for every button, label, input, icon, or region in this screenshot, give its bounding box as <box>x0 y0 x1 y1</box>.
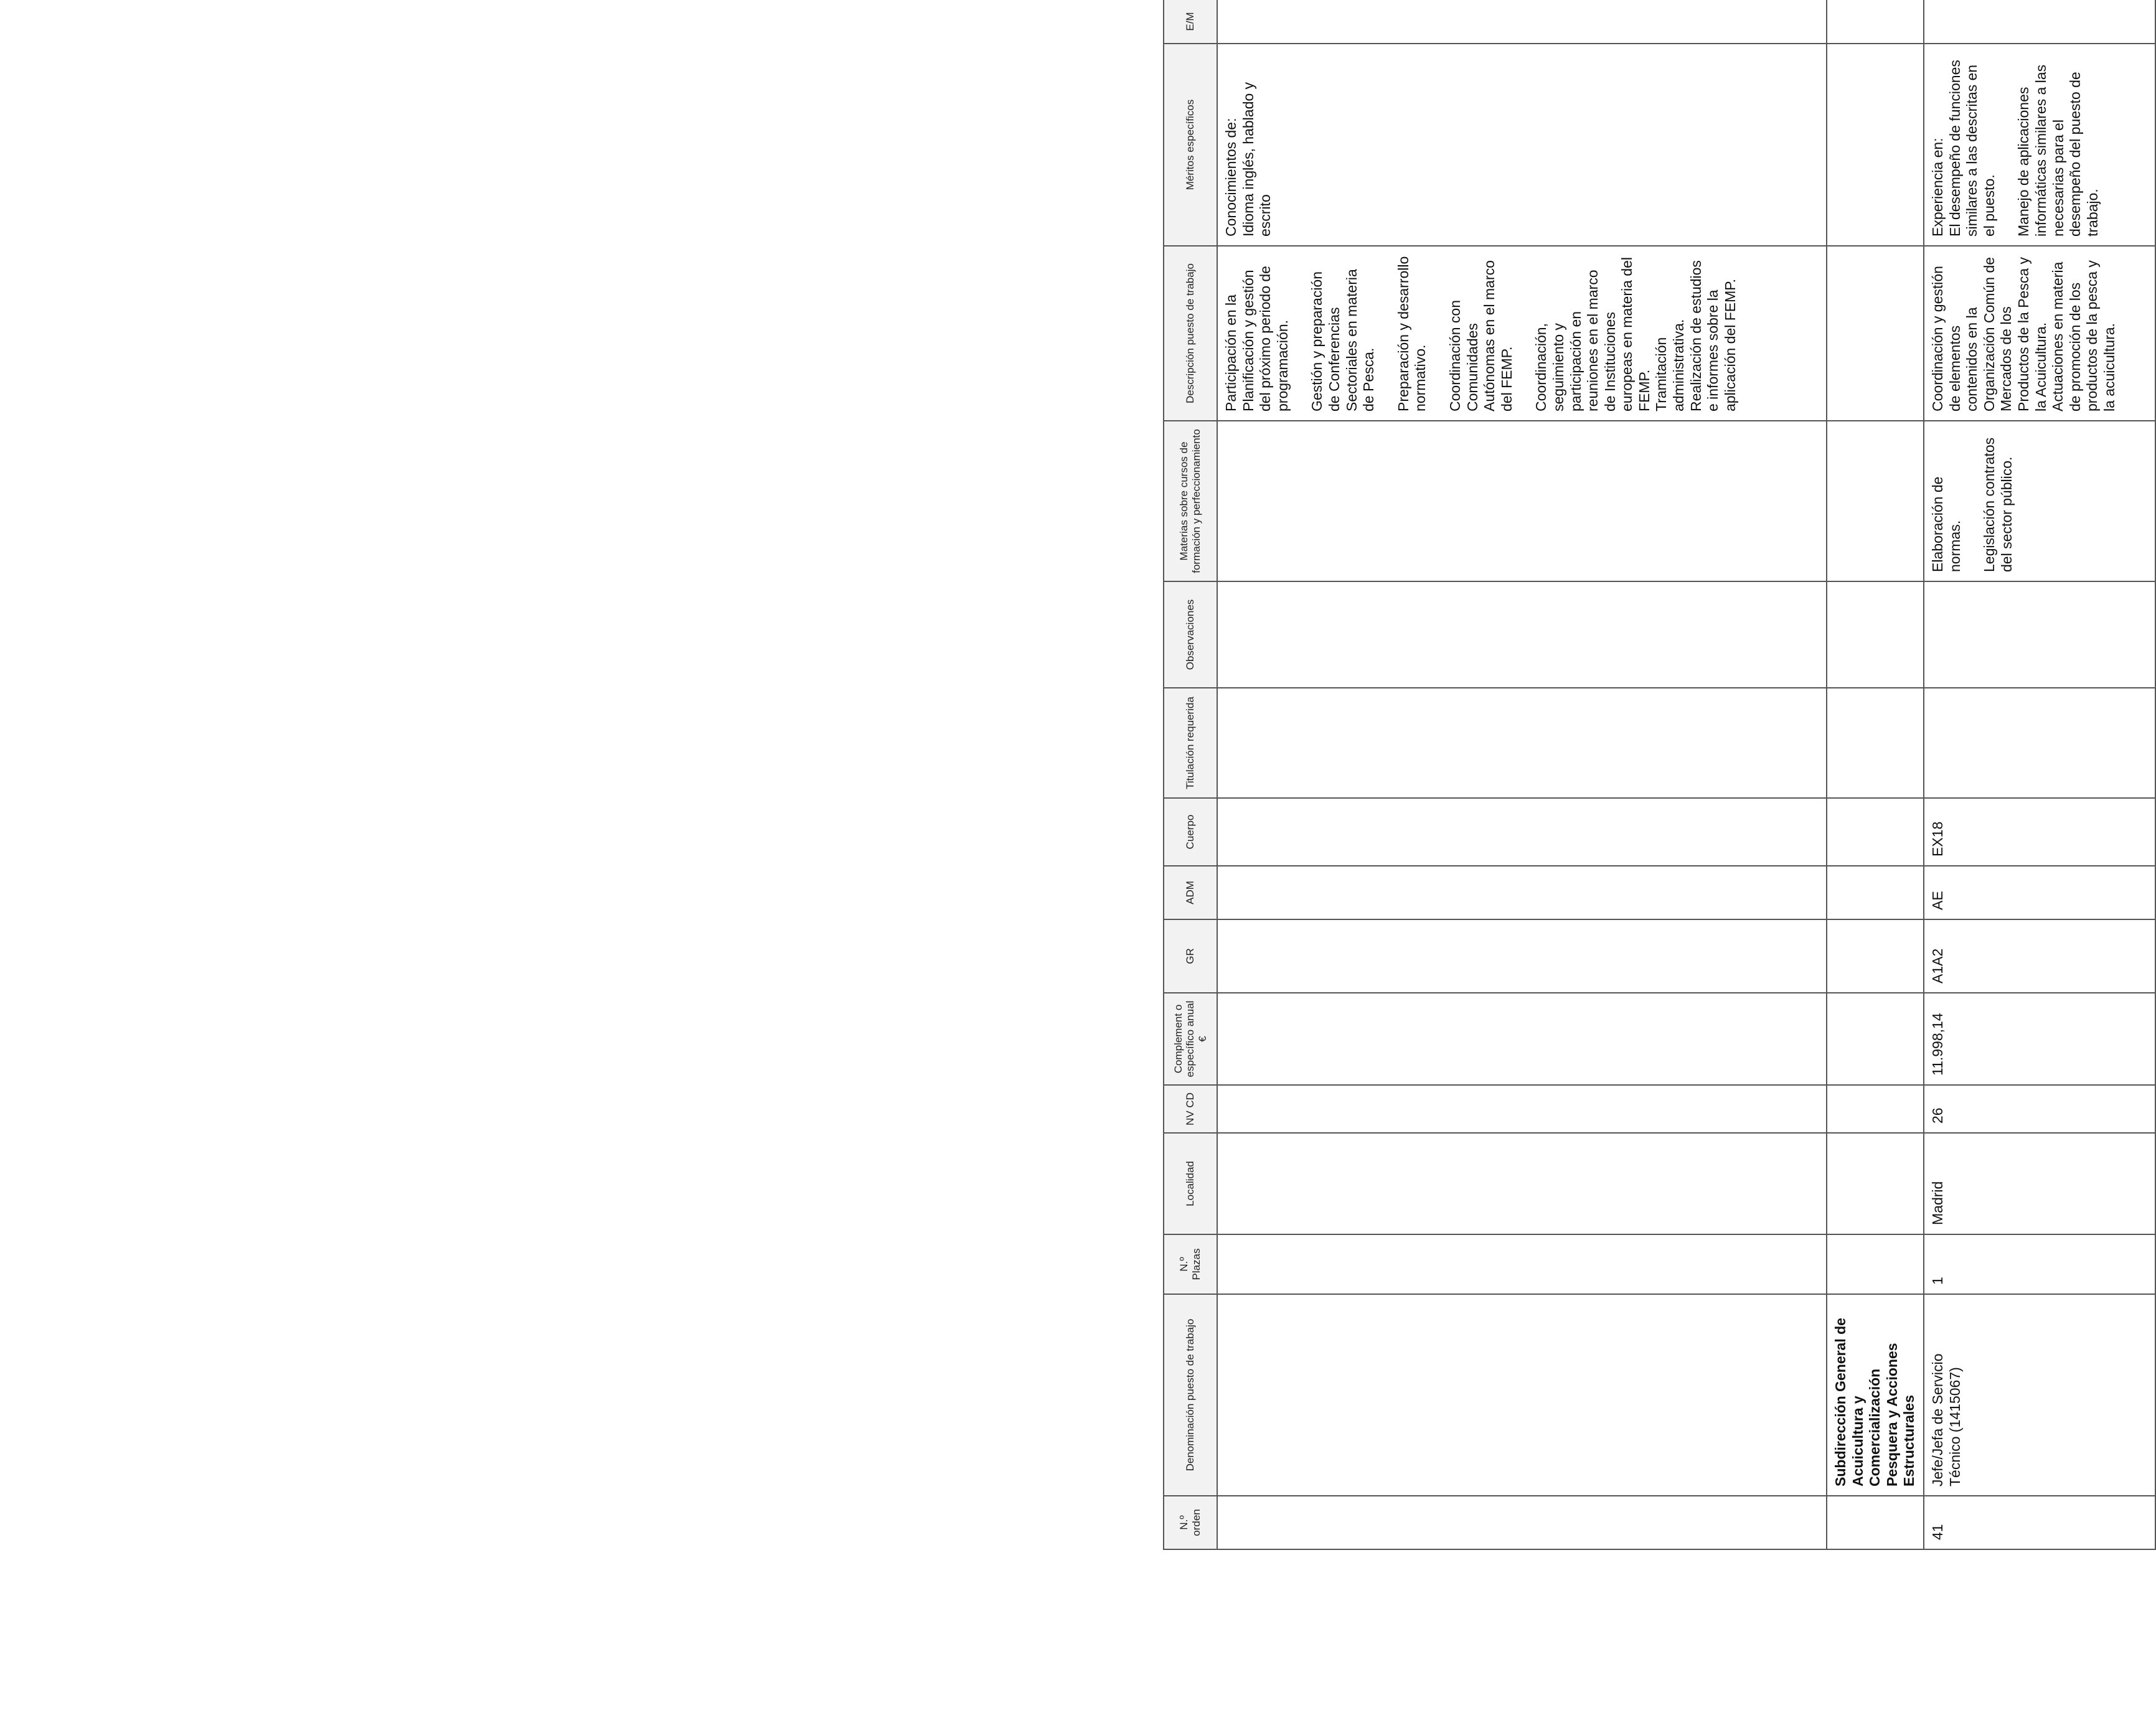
descripcion-item: Tramitación administrativa. <box>1653 319 1687 411</box>
table-row <box>1217 0 1827 1549</box>
adm-cell: AE <box>1924 866 2155 919</box>
orden-cell: 41 <box>1924 1496 2155 1549</box>
materias-item: Legislación contratos del sector público. <box>1981 437 2015 572</box>
meritos-item: Experiencia en: <box>1929 138 1946 237</box>
meritos-item: El desempeño de funciones similares a las descritas en el puesto. <box>1946 60 1997 237</box>
header-descripcion: Descripción puesto de trabajo <box>1164 246 1217 421</box>
header-cuerpo: Cuerpo <box>1164 798 1217 866</box>
descripcion-item: Preparación y desarrollo normativo. <box>1395 256 1429 411</box>
descripcion-item: Coordinación con Comunidades Autónomas en el marco del FEMP. <box>1446 260 1515 411</box>
header-materias: Materias sobre cursos de formación y perfeccionamiento <box>1164 421 1217 581</box>
meritos-item: Conocimientos de: <box>1223 118 1239 237</box>
localidad-cell: Madrid <box>1924 1133 2155 1234</box>
header-gr: GR <box>1164 919 1217 993</box>
header-adm: ADM <box>1164 866 1217 919</box>
meritos-item: Manejo de aplicaciones informáticas similares a las necesarias para el desempeño del puesto de trabajo. <box>2015 64 2101 237</box>
header-complemento: Complement o específico anual € <box>1164 993 1217 1085</box>
denominacion-cell: Jefe/Jefa de Servicio Técnico (1415067) <box>1924 1294 2155 1496</box>
plazas-cell: 1 <box>1924 1234 2155 1294</box>
header-orden: N.º orden <box>1164 1496 1217 1549</box>
meritos-cell <box>1217 44 1827 246</box>
materias-cell <box>1924 421 2155 581</box>
header-localidad: Localidad <box>1164 1133 1217 1234</box>
meritos-cell <box>1924 44 2155 246</box>
descripcion-item: Coordinación y gestión de elementos contenidos en la Organización Común de Mercados de los Productos de la Pesca y la Acuicultura. <box>1929 256 2049 411</box>
header-observaciones: Observaciones <box>1164 581 1217 688</box>
job-positions-table <box>1163 0 2156 1550</box>
meritos-item: Idioma inglés, hablado y escrito <box>1240 82 1274 237</box>
header-meritos: Méritos específicos <box>1164 44 1217 246</box>
header-row <box>1164 0 1217 1549</box>
table-row <box>1924 0 2155 1549</box>
descripcion-cell <box>1924 246 2155 421</box>
header-plazas: N.º Plazas <box>1164 1234 1217 1294</box>
descripcion-cell <box>1217 246 1827 421</box>
complemento-cell: 11.998,14 <box>1924 993 2155 1085</box>
header-nvcd: NV CD <box>1164 1085 1217 1133</box>
materias-item: Elaboración de normas. <box>1929 476 1963 572</box>
cuerpo-cell: EX18 <box>1924 798 2155 866</box>
gr-cell: A1A2 <box>1924 919 2155 993</box>
descripcion-item: Gestión y preparación de Conferencias Sectoriales en materia de Pesca. <box>1309 269 1377 411</box>
descripcion-item: Coordinación, seguimiento y participación en reuniones en el marco de Instituciones europeas en materia del FEMP. <box>1533 256 1652 411</box>
header-em: E/M <box>1164 0 1217 44</box>
descripcion-item: Participación en la Planificación y gestión del próximo periodo de programación. <box>1223 266 1291 411</box>
rotated-table-container <box>1163 0 2155 1550</box>
header-denominacion: Denominación puesto de trabajo <box>1164 1294 1217 1496</box>
header-titulacion: Titulación requerida <box>1164 688 1217 798</box>
section-title: Subdirección General de Acuicultura y Comercialización Pesquera y Acciones Estructurales <box>1827 1294 1924 1496</box>
nvcd-cell: 26 <box>1924 1085 2155 1133</box>
descripcion-item: Actuaciones en materia de promoción de los productos de la pesca y la acuicultura. <box>2050 260 2117 411</box>
table-row <box>1827 0 1924 1549</box>
descripcion-item: Realización de estudios e informes sobre la aplicación del FEMP. <box>1687 260 1738 411</box>
